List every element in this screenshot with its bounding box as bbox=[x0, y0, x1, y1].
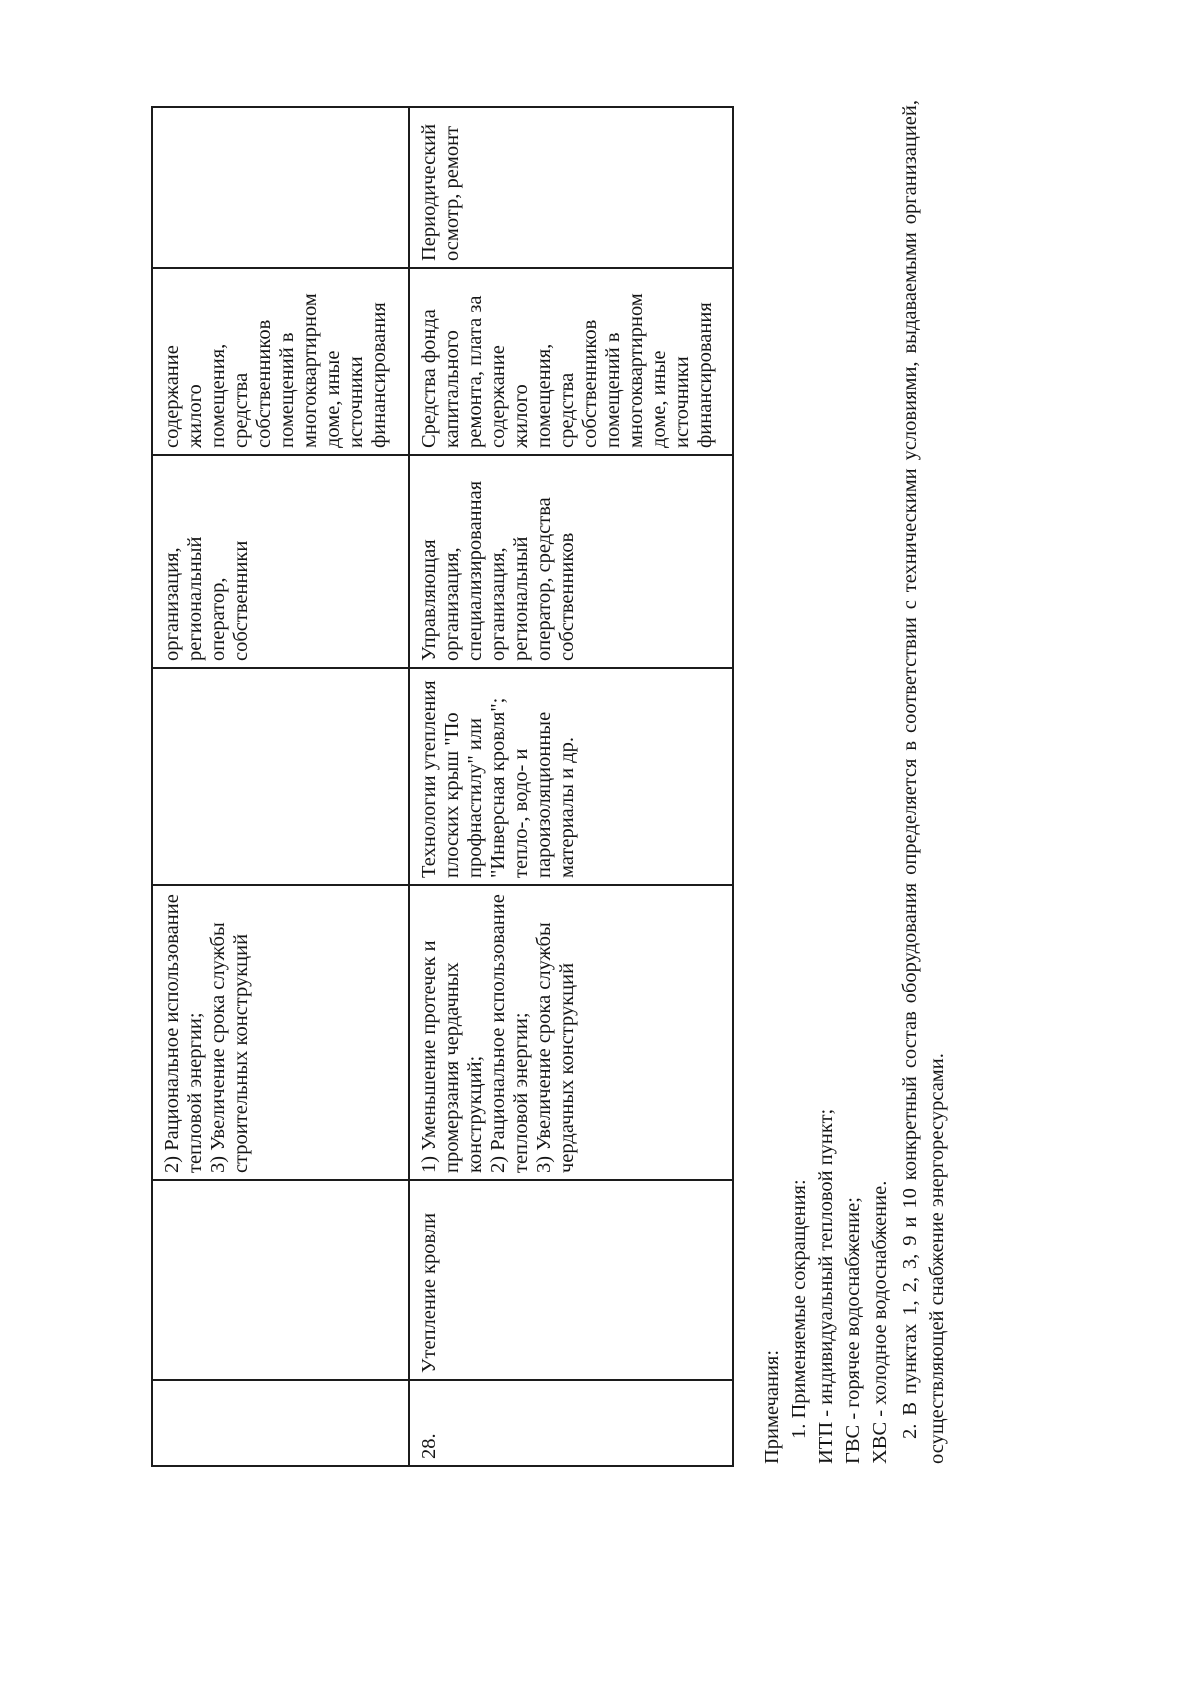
note-item-2-line: осуществляющей снабжение энергоресурсами. bbox=[926, 1053, 948, 1464]
note-item-1: 1. Применяемые сокращения: bbox=[788, 1179, 810, 1439]
abbreviation-item: ХВС - холодное водоснабжение. bbox=[869, 1180, 891, 1464]
abbreviation-item: ГВС - горячее водоснабжение; bbox=[842, 1197, 864, 1464]
note-item-2-line: 2. В пунктах 1, 2, 3, 9 и 10 конкретный состав оборудования определяется в соответствии с техническими условиями, выдаваемыми организацией, bbox=[899, 100, 921, 1439]
cell-technology bbox=[153, 667, 410, 884]
cell-frequency bbox=[153, 106, 410, 267]
notes bbox=[759, 100, 951, 1464]
cell-result: 1) Уменьшение протечек и промерзания чердачных конструкций; 2) Рациональное использование тепловой энергии; 3) Увеличение срока службы чердачных конструкций bbox=[410, 884, 734, 1179]
cell-measure: Утепление кровли bbox=[410, 1179, 734, 1379]
abbreviation-item: ИТП - индивидуальный тепловой пункт; bbox=[815, 1108, 837, 1464]
cell-technology: Технологии утепления плоских крыш "По профнастилу" или "Инверсная кровля"; тепло-, водо- и пароизоляционные материалы и др. bbox=[410, 667, 734, 884]
cell-number bbox=[153, 1379, 410, 1465]
cell-executor: Управляющая организация, специализированная организация, региональный оператор, средства собственников bbox=[410, 454, 734, 667]
cell-result: 2) Рациональное использование тепловой энергии; 3) Увеличение срока службы строительных конструкций bbox=[153, 884, 410, 1179]
cell-number: 28. bbox=[410, 1379, 734, 1465]
notes-heading: Примечания: bbox=[761, 1349, 783, 1464]
cell-executor: организация, региональный оператор, собственники bbox=[153, 454, 410, 667]
cell-funding: содержание жилого помещения, средства собственников помещений в многоквартирном доме, иные источники финансирования bbox=[153, 267, 410, 454]
cell-measure bbox=[153, 1179, 410, 1379]
cell-frequency: Периодический осмотр, ремонт bbox=[410, 106, 734, 267]
cell-funding: Средства фонда капитального ремонта, плата за содержание жилого помещения, средства собственников помещений в многоквартирном доме, иные источники финансирования bbox=[410, 267, 734, 454]
measures-table bbox=[151, 106, 734, 1467]
